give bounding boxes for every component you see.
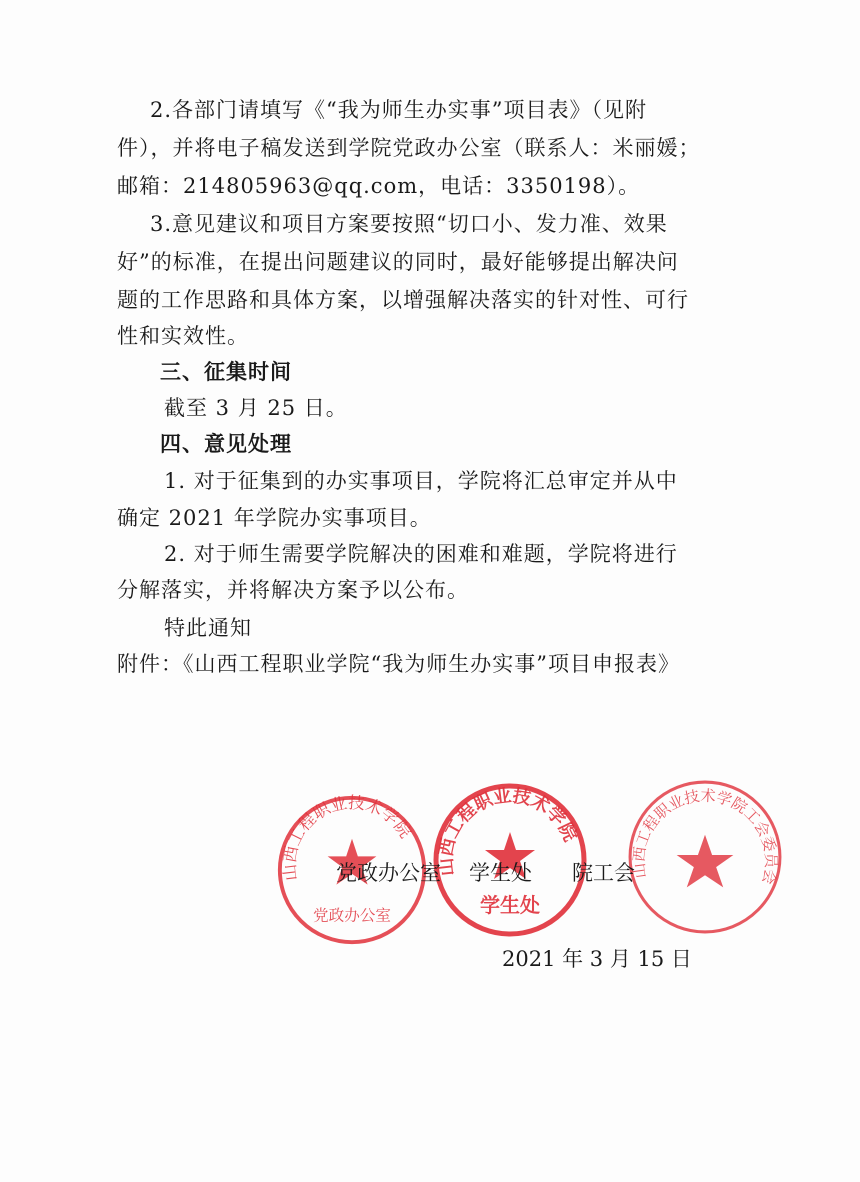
deadline-text: 截至 3 月 25 日。 <box>164 396 348 420</box>
attachment-text: 附件：《山西工程职业学院“我为师生办实事”项目申报表》 <box>117 652 680 676</box>
official-seal-union <box>624 776 786 938</box>
seal3-ring-text: 山西工程职业技术学院工会委员会 <box>629 786 780 887</box>
item2-line1: 2. 对于师生需要学院解决的困难和难题，学院将进行 <box>164 542 678 566</box>
para3-line1: 3.意见建议和项目方案要按照“切口小、发力准、效果 <box>150 212 668 236</box>
item1-line1: 1. 对于征集到的办实事项目，学院将汇总审定并从中 <box>164 469 678 493</box>
para2-line3: 邮箱：214805963@qq.com，电话：3350198）。 <box>117 174 641 198</box>
seal1-center-text: 党政办公室 <box>313 906 391 925</box>
seal2-ring-text: 山西工程职业技术学院 <box>435 785 581 877</box>
para3-line3: 题的工作思路和具体方案，以增强解决落实的针对性、可行 <box>117 288 689 312</box>
para2-line2: 件），并将电子稿发送到学院党政办公室（联系人：米丽媛； <box>117 136 701 160</box>
signature-party-office: 党政办公室 <box>336 861 441 885</box>
signature-student-office: 学生处 <box>469 861 532 885</box>
section-heading-3: 三、征集时间 <box>160 359 292 384</box>
para2-line1: 2.各部门请填写《“我为师生办实事”项目表》（见附 <box>150 98 648 122</box>
signature-union: 院工会 <box>572 861 635 885</box>
section-heading-4: 四、意见处理 <box>160 431 292 456</box>
item2-line2: 分解落实，并将解决方案予以公布。 <box>117 578 469 602</box>
para3-line2: 好”的标准，在提出问题建议的同时，最好能够提出解决问 <box>117 250 679 274</box>
notice-text: 特此通知 <box>164 616 252 640</box>
seal1-ring-text: 山西工程职业技术学院 <box>279 793 416 882</box>
item1-line2: 确定 2021 年学院办实事项目。 <box>117 506 432 530</box>
seal2-center-text: 学生处 <box>480 893 540 917</box>
document-date: 2021 年 3 月 15 日 <box>502 947 692 971</box>
para3-line4: 性和实效性。 <box>117 324 249 348</box>
